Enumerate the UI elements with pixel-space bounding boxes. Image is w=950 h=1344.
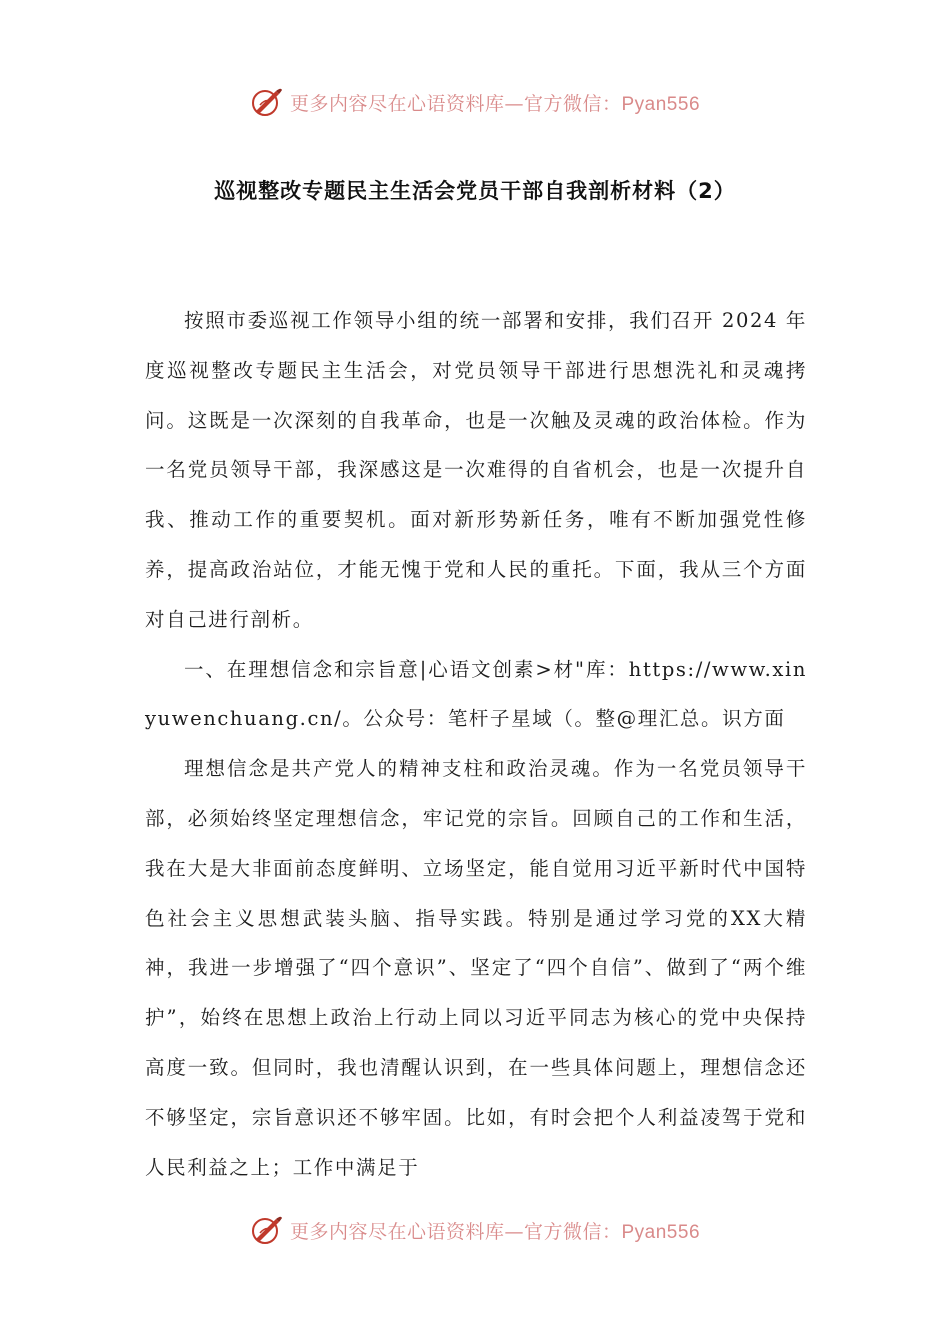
section-heading-1: 一、在理想信念和宗旨意|心语文创素>材"库：https://www.xinyuwenchuang.cn/。公众号：笔杆子星域（。整@理汇总。识方面 <box>145 657 807 731</box>
header-wechat-id: Pyan556 <box>621 93 701 115</box>
paragraph-section-1: 理想信念是共产党人的精神支柱和政治灵魂。作为一名党员领导干部，必须始终坚定理想信念，牢记党的宗旨。回顾自己的工作和生活，我在大是大非面前态度鲜明、立场坚定，能自觉用习近平新时代中国特色社会主义思想武装头脑、指导实践。特别是通过学习党的XX大精神，我进一步增强了“四个意识”、坚定了“四个自信”、做到了“两个维护”，始终在思想上政治上行动上同以习近平同志为核心的党中央保持高度一致。但同时，我也清醒认识到，在一些具体问题上，理想信念还不够坚定，宗旨意识还不够牢固。比如，有时会把个人利益凌驾于党和人民利益之上；工作中满足于 <box>145 757 807 1179</box>
quill-logo-icon <box>250 85 284 119</box>
footer-wechat-id: Pyan556 <box>621 1221 701 1243</box>
quill-logo-icon <box>250 1213 284 1247</box>
footer-banner-text: 更多内容尽在心语资料库—官方微信：Pyan556 <box>289 1220 701 1243</box>
footer-watermark-banner <box>0 1210 950 1250</box>
header-banner-text: 更多内容尽在心语资料库—官方微信：Pyan556 <box>289 92 701 115</box>
document-title: 巡视整改专题民主生活会党员干部自我剖析材料（2） <box>214 179 736 203</box>
header-watermark-banner <box>0 82 950 122</box>
document-body <box>145 296 807 1192</box>
paragraph-intro: 按照市委巡视工作领导小组的统一部署和安排，我们召开 2024 年度巡视整改专题民主生活会，对党员领导干部进行思想洗礼和灵魂拷问。这既是一次深刻的自我革命，也是一次触及灵魂的政治体检。作为一名党员领导干部，我深感这是一次难得的自省机会，也是一次提升自我、推动工作的重要契机。面对新形势新任务，唯有不断加强党性修养，提高政治站位，才能无愧于党和人民的重托。下面，我从三个方面对自己进行剖析。 <box>145 309 807 631</box>
